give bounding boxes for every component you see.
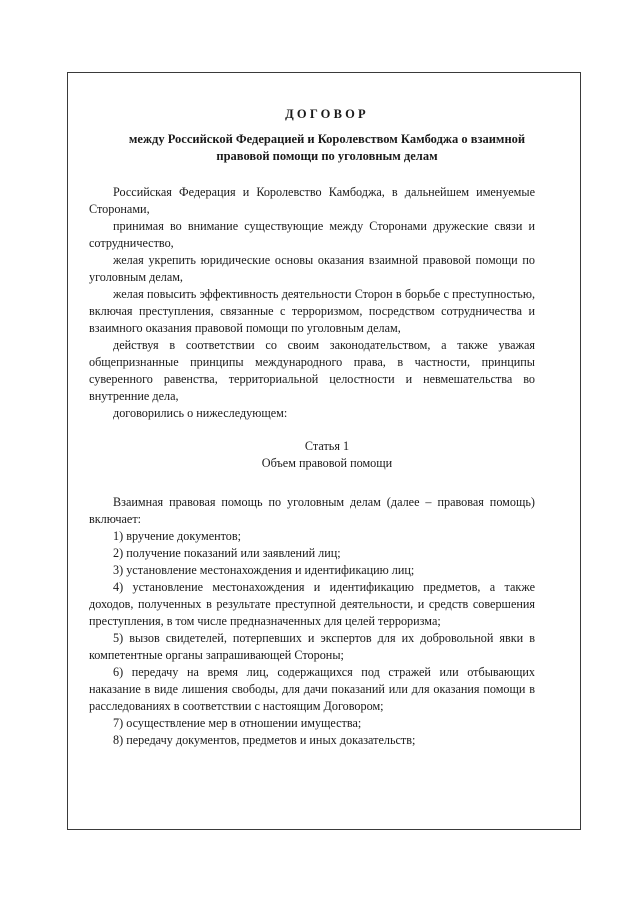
preamble-paragraph: желая повысить эффективность деятельности Сторон в борьбе с преступностью, включая преступления, связанные с терроризмом, посредством сотрудничества и взаимного оказания правовой помощи по уголовным делам,: [89, 287, 535, 335]
article-title: Объем правовой помощи: [261, 456, 393, 470]
list-item: 7) осуществление мер в отношении имущества;: [113, 716, 362, 730]
preamble-paragraph: действуя в соответствии со своим законодательством, а также уважая общепризнанные принципы международного права, в частности, принципы суверенного равенства, территориальной целостности и невмешательства во внутренние дела,: [89, 338, 535, 403]
list-item: 2) получение показаний или заявлений лиц;: [113, 546, 341, 560]
document-body: [89, 106, 535, 749]
list-item: 6) передачу на время лиц, содержащихся под стражей или отбывающих наказание в виде лишения свободы, для дачи показаний или для оказания помощи в расследованиях в соответствии с настоящим Договором;: [89, 665, 535, 713]
list-item: 4) установление местонахождения и идентификацию предметов, а также доходов, полученных в результате преступной деятельности, и средств совершения преступления, в том числе предназначенных для целей терроризма;: [89, 580, 535, 628]
preamble-paragraph: принимая во внимание существующие между Сторонами дружеские связи и сотрудничество,: [89, 219, 535, 250]
preamble-paragraph: Российская Федерация и Королевство Камбоджа, в дальнейшем именуемые Сторонами,: [89, 185, 535, 216]
preamble-paragraph: договорились о нижеследующем:: [113, 406, 288, 420]
document-subtitle: между Российской Федерацией и Королевством Камбоджа о взаимной правовой помощи по уголовным делам: [128, 132, 526, 163]
document-title: ДОГОВОР: [285, 107, 369, 121]
preamble-paragraph: желая укрепить юридические основы оказания взаимной правовой помощи по уголовным делам,: [89, 253, 535, 284]
list-item: 8) передачу документов, предметов и иных доказательств;: [113, 733, 416, 747]
list-item: 1) вручение документов;: [113, 529, 242, 543]
article-number: Статья 1: [304, 439, 350, 453]
list-item: 5) вызов свидетелей, потерпевших и экспертов для их добровольной явки в компетентные органы запрашивающей Стороны;: [89, 631, 535, 662]
list-item: 3) установление местонахождения и идентификацию лиц;: [113, 563, 415, 577]
article-intro: Взаимная правовая помощь по уголовным делам (далее – правовая помощь) включает:: [89, 495, 535, 526]
